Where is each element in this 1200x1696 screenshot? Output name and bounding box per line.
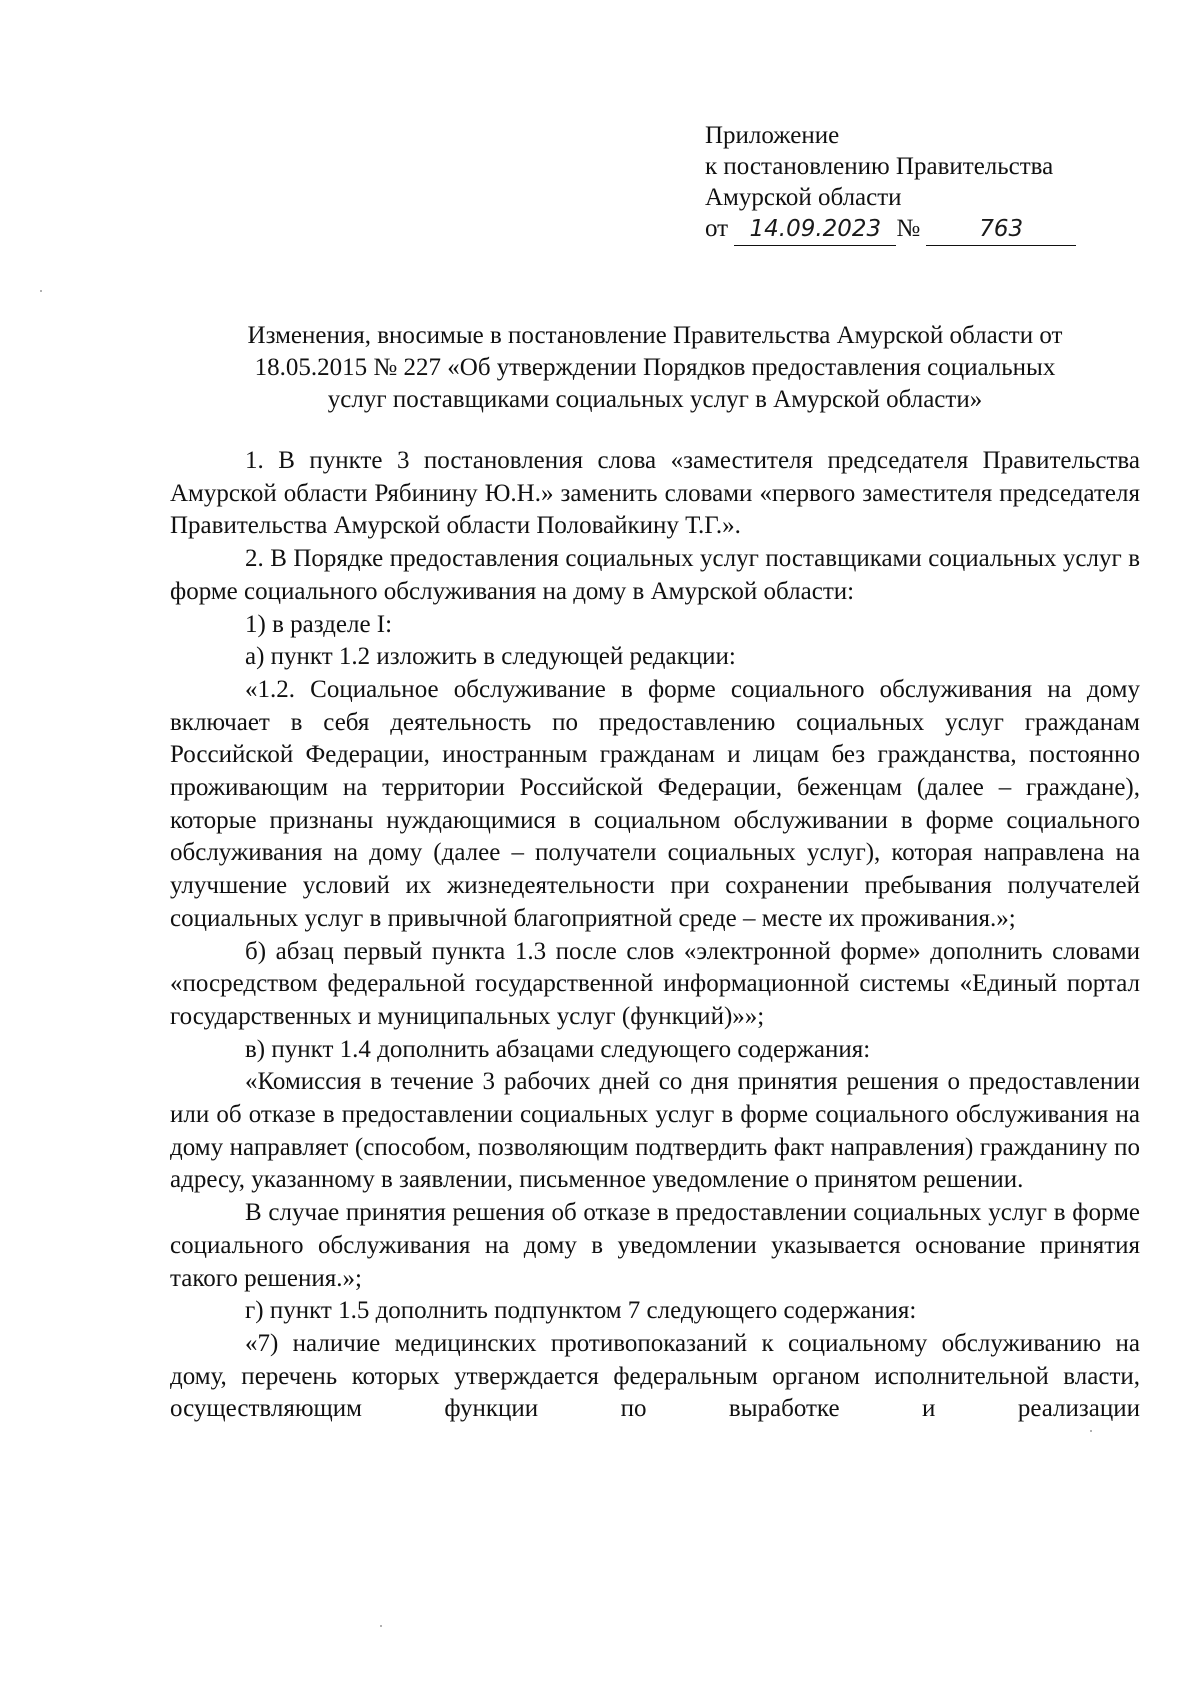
appendix-date-number-line	[705, 213, 1076, 246]
paragraph-3: 1) в разделе I:	[245, 610, 393, 638]
handwritten-number: 763	[926, 214, 1076, 246]
title-line-3: услуг поставщиками социальных услуг в Амурской области»	[327, 386, 983, 413]
paragraph-5: «1.2. Социальное обслуживание в форме социального обслуживания на дому включает в себя деятельность по предоставлению социальных услуг гражданам Российской Федерации, иностранным гражданам и лицам без гражданства, постоянно проживающим на территории Российской Федерации, беженцам (далее – граждане), которые признаны нуждающимися в социальном обслуживании в форме социального обслуживания на дому (далее – получатели социальных услуг), которая направлена на улучшение условий их жизнедеятельности при сохранении пребывания получателей социальных услуг в привычной благоприятной среде – месте их проживания.»;	[170, 675, 1140, 932]
appendix-label: Приложение	[705, 122, 840, 149]
appendix-resolution-ref: к постановлению Правительства	[705, 153, 1054, 180]
appendix-header	[705, 120, 1076, 246]
number-sign: №	[896, 215, 921, 242]
paragraph-10: г) пункт 1.5 дополнить подпунктом 7 следующего содержания:	[245, 1297, 917, 1325]
document-title	[170, 320, 1140, 416]
paragraph-6: б) абзац первый пункта 1.3 после слов «электронной форме» дополнить словами «посредством федеральной государственной информационной системы «Единый портал государственных и муниципальных услуг (функций)»»;	[170, 937, 1140, 1030]
paragraph-11: «7) наличие медицинских противопоказаний к социальному обслуживанию на дому, перечень которых утверждается федеральным органом исполнительной власти, осуществляющим функции по выработке и реализации	[170, 1329, 1140, 1423]
paragraph-7: в) пункт 1.4 дополнить абзацами следующего содержания:	[245, 1035, 871, 1063]
title-line-1: Изменения, вносимые в постановление Правительства Амурской области от	[247, 322, 1063, 349]
paragraph-1: 1. В пункте 3 постановления слова «заместителя председателя Правительства Амурской области Рябинину Ю.Н.» заменить словами «первого заместителя председателя Правительства Амурской области Половайкину Т.Г.».	[170, 447, 1140, 540]
appendix-region: Амурской области	[705, 184, 902, 211]
scan-speck	[380, 1625, 382, 1627]
paragraph-9: В случае принятия решения об отказе в предоставлении социальных услуг в форме социального обслуживания на дому в уведомлении указывается основание принятия такого решения.»;	[170, 1199, 1140, 1292]
title-line-2: 18.05.2015 № 227 «Об утверждении Порядков предоставления социальных	[254, 354, 1056, 381]
handwritten-date: 14.09.2023	[734, 214, 896, 246]
scan-speck	[1090, 1430, 1092, 1432]
scan-speck	[40, 290, 42, 292]
date-prefix: от	[705, 215, 729, 242]
paragraph-4: а) пункт 1.2 изложить в следующей редакции:	[245, 643, 736, 671]
document-body	[170, 445, 1140, 1426]
paragraph-2: 2. В Порядке предоставления социальных услуг поставщиками социальных услуг в форме социального обслуживания на дому в Амурской области:	[170, 545, 1140, 605]
paragraph-8: «Комиссия в течение 3 рабочих дней со дня принятия решения о предоставлении или об отказе в предоставлении социальных услуг в форме социального обслуживания на дому направляет (способом, позволяющим подтвердить факт направления) гражданину по адресу, указанному в заявлении, письменное уведомление о принятом решении.	[170, 1068, 1140, 1194]
